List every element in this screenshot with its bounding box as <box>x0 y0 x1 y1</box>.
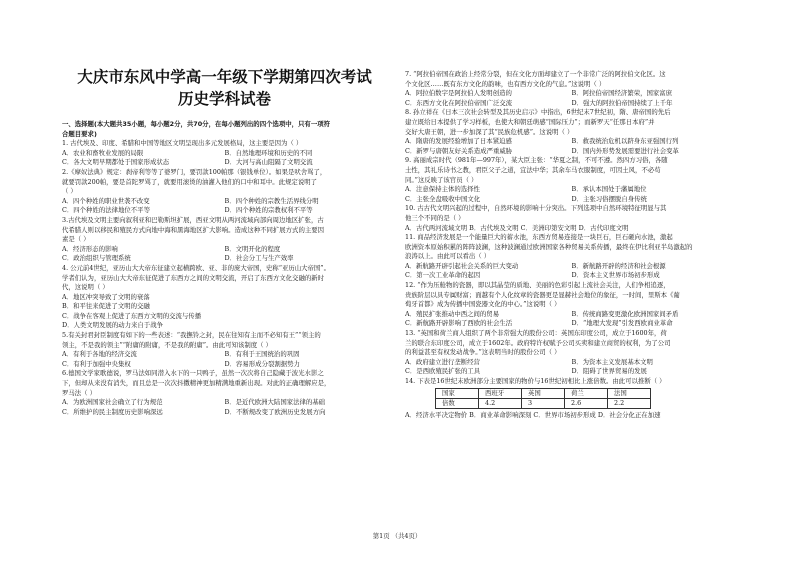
question-stem-line: 浪涛以上。由此可以看出（ ） <box>405 252 491 261</box>
answer-option: D．人类文明发展的动力来自于战争 <box>62 321 163 330</box>
option-row <box>405 137 738 147</box>
question-stem-line: 2.《摩奴法典》规定：刹帝利等等了婆罗门，要罚款100帕那（银钱单位）。如果是吠舍骂了， <box>62 167 327 176</box>
q14-options <box>405 411 738 421</box>
answer-option: A．注意保持主体的选择性 <box>405 185 480 194</box>
answer-option: A．经济水平决定物价 B．商业革命影响深刻 C．世界市场初步形成 D．社会分化正在加速 <box>405 410 661 419</box>
option-row <box>62 321 387 331</box>
answer-option: B．救我统治危机以跻身东亚强国行列 <box>571 137 679 146</box>
question-stem-line: 领主，不是我的领主”“附庸的附庸，不是我的附庸”。由此可知该制度（ ） <box>62 340 272 349</box>
question-stem-line: 3.古代埃及文明主要向叙利亚和巴勒斯坦扩展，西亚文明从两河流域向部向周边地区扩张，古 <box>62 215 324 224</box>
answer-option: A．政府建立进行垄断经营 <box>405 357 480 366</box>
question-stem-line: 4. 公元前4世纪，亚历山大大帝东征建立起横跨欧、亚、非的庞大帝国，史称“亚历山大帝国”。 <box>62 263 330 272</box>
question <box>405 377 738 387</box>
option-row <box>62 245 387 255</box>
option-row <box>405 99 738 109</box>
answer-option: D．大河与高山阻隔了文明交流 <box>224 158 313 167</box>
question-stem-line: 1. 古代埃及、印度、希腊和中国等地区文明呈现出多元发展格局，这主要是因为（ ） <box>62 139 303 148</box>
table-header-cell: 英国 <box>522 388 565 398</box>
right-column <box>405 70 738 420</box>
question-stem-line: 7. “阿拉伯帝国在政治上经常分裂，但在文化方面却建立了一个非常广泛的阿拉伯文化区。这 <box>405 70 666 78</box>
option-row <box>62 360 387 370</box>
option-row <box>62 312 387 322</box>
table-header-cell: 国家 <box>436 388 479 398</box>
table-row <box>436 398 651 408</box>
answer-option: A．古代两河流域文明 B．古代埃及文明 C．美洲印第安文明 D．古代印度文明 <box>405 223 629 232</box>
option-row <box>62 206 387 216</box>
option-row <box>62 408 387 418</box>
answer-option: B．新航路开辟的经济和社会根源 <box>571 261 666 270</box>
question <box>62 216 387 264</box>
question-stem-line: 交好大唐王朝，进一步加深了其“民族危机感”。这说明（ ） <box>405 127 574 136</box>
exam-title: 大庆市东风中学高一年级下学期第四次考试 <box>77 68 372 86</box>
answer-option: C．战争在客观上促进了东西方文明的交流与传播 <box>62 311 202 320</box>
question-stem-line: 个文化区……既有东方文化的韵味，也有西方文化的气息。”这说明（ ） <box>405 79 606 88</box>
answer-option: B．为资本主义发展基本文明 <box>571 357 653 366</box>
question-stem-line: 萄牙首都》成为传播中国瓷器文化的中心。”这说明（ ） <box>405 300 561 309</box>
section-heading-line: 一、选择题(本大题共35小题，每小题2分，共70分，在每小题列出的四个选项中，只有一项符 <box>62 120 330 128</box>
answer-option: D．国内外形势发展需要进行社会变革 <box>571 146 679 155</box>
option-row <box>62 302 387 312</box>
answer-option: C．新航路开辟影响了西欧的社会生活 <box>405 319 513 328</box>
question-stem-line: 代希腊人则以移民和殖民方式向地中海和黑海地区扩大影响。造成这种不同扩展方式的主要因 <box>62 225 325 234</box>
question-stem-line: 11. 商品经济发展是一个能量巨大的蓄水池，东西方贸易连接是一块巨石，巨石砸向水池，激起 <box>405 233 673 242</box>
answer-option: B．传统商路变更激化欧洲国家间矛盾 <box>571 309 679 318</box>
question-stem-line: 建立既给日本提供了学习样板，也使大和朝廷萌感“国际压力”；而新罗天“任那日本府”并 <box>405 117 655 126</box>
question <box>405 233 738 281</box>
answer-option: C．所维护的民主制度历史影响深远 <box>62 407 163 416</box>
option-row <box>405 319 738 329</box>
option-row <box>405 147 738 157</box>
answer-option: C．各大文明早期都处于国家形成状态 <box>62 158 170 167</box>
answer-option: D．主张习俗摆脱自身传统 <box>571 194 647 203</box>
answer-option: B．阿拉伯帝国经济繁荣，国家富庶 <box>571 89 673 98</box>
question-stem-line: 学者们认为，亚历山大大帝东征促进了东西方之间的文明交流，开启了东西方文化交融的新时 <box>62 273 325 282</box>
option-row <box>62 350 387 360</box>
page-footer: 第1页 （共4页） <box>372 532 422 540</box>
question-stem-line: 下，但却从来没有消失，而且总是一次次抖擞精神更加精满地重新出现。对此的正确理解应是， <box>62 379 331 388</box>
question <box>405 156 738 204</box>
question-stem-line: 就要罚款200帕，要是首陀罗骂了，就要用滚烫的油灌入他们的口中和耳中。此规定说明了 <box>62 177 318 186</box>
answer-option: A．地区冲突导致了文明的衰落 <box>62 292 150 301</box>
answer-option: B．承认本国处于藩属地位 <box>571 185 647 194</box>
table-header-cell: 法国 <box>608 388 651 398</box>
question-stem-line: 他三个不同的是（ ） <box>405 213 465 222</box>
left-question-list <box>62 139 387 417</box>
question <box>405 70 738 108</box>
table-cell: 倍数 <box>436 398 479 408</box>
answer-option: D．容易形成分裂割据势力 <box>224 359 300 368</box>
answer-option: C．第一次工业革命的起因 <box>405 271 481 280</box>
section-heading-line: 合题目要求) <box>62 129 97 138</box>
exam-subtitle: 历史学科试卷 <box>177 90 271 108</box>
answer-option: D．阻碍了世界贸易的发展 <box>571 367 647 376</box>
answer-option: A．为欧洲国家社会确立了行为规范 <box>62 398 163 407</box>
table-header-cell: 西班牙 <box>479 388 522 398</box>
left-column <box>62 66 387 417</box>
answer-option: A．隋唐的发展经验增加了日本紧迫感 <box>405 137 512 146</box>
section-heading <box>62 120 387 139</box>
question-stem-line: 贵族阶层以具专属财富；面越有个人化纹章的瓷器更是显赫社会地位的象征，一时间，里斯本《葡 <box>405 290 680 299</box>
option-row <box>62 197 387 207</box>
answer-option: C．东西方文化在阿拉伯帝国广泛交流 <box>405 98 513 107</box>
answer-option: D．四个种姓的宗教权利不平等 <box>224 206 313 215</box>
option-row <box>405 358 738 368</box>
question-stem-line: 13. “英国和荷兰商人组织了两个非常强大的股份公司：英国东印度公司，成立于1600年，荷 <box>405 329 667 338</box>
question <box>62 139 387 168</box>
question-stem-line: 的利益甚至有权发动战争。”这表明当时的股份公司（ ） <box>405 348 561 357</box>
table-header-cell: 荷兰 <box>565 388 608 398</box>
table-row <box>436 388 651 398</box>
answer-option: C．主张全盘吸收中国文化 <box>405 194 481 203</box>
answer-option: A．新航路开辟引起社会关系的巨大变动 <box>405 261 519 270</box>
answer-option: D．社会分工与生产效率 <box>224 254 294 263</box>
question-stem-line: 罗马法（ ） <box>62 388 96 397</box>
question <box>405 204 738 233</box>
question-stem-line: 兰的联合东印度公司，成立于1602年。政府特许权赋予公司买卖和建立商贸的权利，为了公司 <box>405 338 671 347</box>
question <box>62 331 387 369</box>
option-row <box>62 158 387 168</box>
answer-option: A．殖民扩张推动中西之间的贸易 <box>405 309 500 318</box>
answer-option: A．经济形态的影响 <box>62 244 118 253</box>
question-stem-line: 10. 古古代文明兴起的过程中，自然环境的影响十分突出。下列选项中自然环境特征明显与其 <box>405 204 667 213</box>
option-row <box>62 293 387 303</box>
answer-option: C．政治组织与管理系统 <box>62 254 131 263</box>
question-stem-line: 5.有关封君封臣制度有如下的一些表述：“我撫铃之封，民在往知有主而不必知有王”“领主的 <box>62 331 321 340</box>
question <box>405 108 738 156</box>
option-row <box>405 185 738 195</box>
question <box>405 329 738 377</box>
answer-option: B．自然地理环境和历史的不同 <box>224 148 313 157</box>
option-row <box>62 398 387 408</box>
answer-option: B．文明开化的程度 <box>224 244 281 253</box>
question-stem-line: 素是（ ） <box>62 235 90 244</box>
answer-option: B．有利于王国统治的巩固 <box>224 350 300 359</box>
answer-option: A．四个种姓的职业世袭不改变 <box>62 196 150 205</box>
question-stem-line: 8. 孙立祥在《日本三次社会转型及其历史启示》中指出，6世纪末7世纪初，隋、唐帝国的先后 <box>405 108 671 117</box>
answer-option: B．四个种姓的宗教生活界线分明 <box>224 196 319 205</box>
question-stem-line: 土性，其礼乐诗书之教，君臣父子之道，宜法中华；其余车马衣服制度，可因土风，不必苟 <box>405 165 661 174</box>
answer-option: D．“地理大发现”引发西欧商业革命 <box>571 319 673 328</box>
option-row <box>62 254 387 264</box>
answer-option: C．新罗与唐朝友好关系造成严重威胁 <box>405 146 513 155</box>
option-row <box>405 224 738 234</box>
answer-option: C．是西欧殖民扩张的工具 <box>405 367 481 376</box>
question <box>62 168 387 216</box>
question <box>405 281 738 329</box>
answer-option: A．有利于各地的经济交流 <box>62 350 137 359</box>
option-row <box>405 195 738 205</box>
price-table <box>435 388 651 409</box>
option-row <box>405 89 738 99</box>
option-row <box>405 367 738 377</box>
answer-option: D．不断规改变了欧洲历史发展方向 <box>224 407 326 416</box>
table-cell: 4.2 <box>479 398 522 408</box>
question-stem-line: 欧洲资本原始积累的阵阵波澜，这种波澜通过欧洲国家各种贸易关系传播，最终在伊比利亚半岛激起的 <box>405 242 693 251</box>
table-cell: 2.2 <box>608 398 651 408</box>
answer-option: C．有利于加强中央集权 <box>62 359 131 368</box>
question-stem-line: 14. 下表是16世纪末欧洲部分主要国家的物价与16世纪初相比上涨倍数。由此可以推断（ ） <box>405 377 666 385</box>
option-row <box>62 149 387 159</box>
answer-option: C．四个种姓的法律地位不平等 <box>62 206 150 215</box>
answer-option: D．强大的阿拉伯帝国持续了上千年 <box>571 98 673 107</box>
question-stem-line: 12. “作为压舱物的瓷器，即以其晶莹的质地、美丽的色彩引起上流社会关注，人们争相追逐， <box>405 281 670 290</box>
right-question-list <box>405 70 738 387</box>
question <box>62 264 387 331</box>
question-stem-line: 代，这说明（ ） <box>62 283 109 292</box>
question-stem-line: 9. 高丽成宗时代（981年—997年），某大臣主张：“华夏之制，不可不遵。然四方习俗，各随 <box>405 156 668 165</box>
question-stem-line: 同。”这反映了该官员（ ） <box>405 175 478 184</box>
table-cell: 3 <box>522 398 565 408</box>
answer-option: A．农业和畜牧业发展的局限 <box>62 148 144 157</box>
option-row <box>405 262 738 272</box>
answer-option: D．资本主义世界市场初步形成 <box>571 271 660 280</box>
answer-option: A．阿拉伯数字是阿拉伯人发明创造的 <box>405 89 512 98</box>
answer-option: B．和平往来促进了文明的交融 <box>62 302 150 311</box>
question <box>62 369 387 417</box>
option-row <box>405 271 738 281</box>
question-stem-line: 6.德国文学家歌德说，罗马法如同潜入水下的一只鸭子，虽然一次次将自己隐藏于波光水影之 <box>62 369 324 378</box>
option-row <box>405 310 738 320</box>
question-stem-line: （ ） <box>62 187 77 196</box>
title-block <box>62 66 387 110</box>
table-cell: 2.6 <box>565 398 608 408</box>
answer-option: B．是近代欧洲大陆国家法律的基础 <box>224 398 326 407</box>
